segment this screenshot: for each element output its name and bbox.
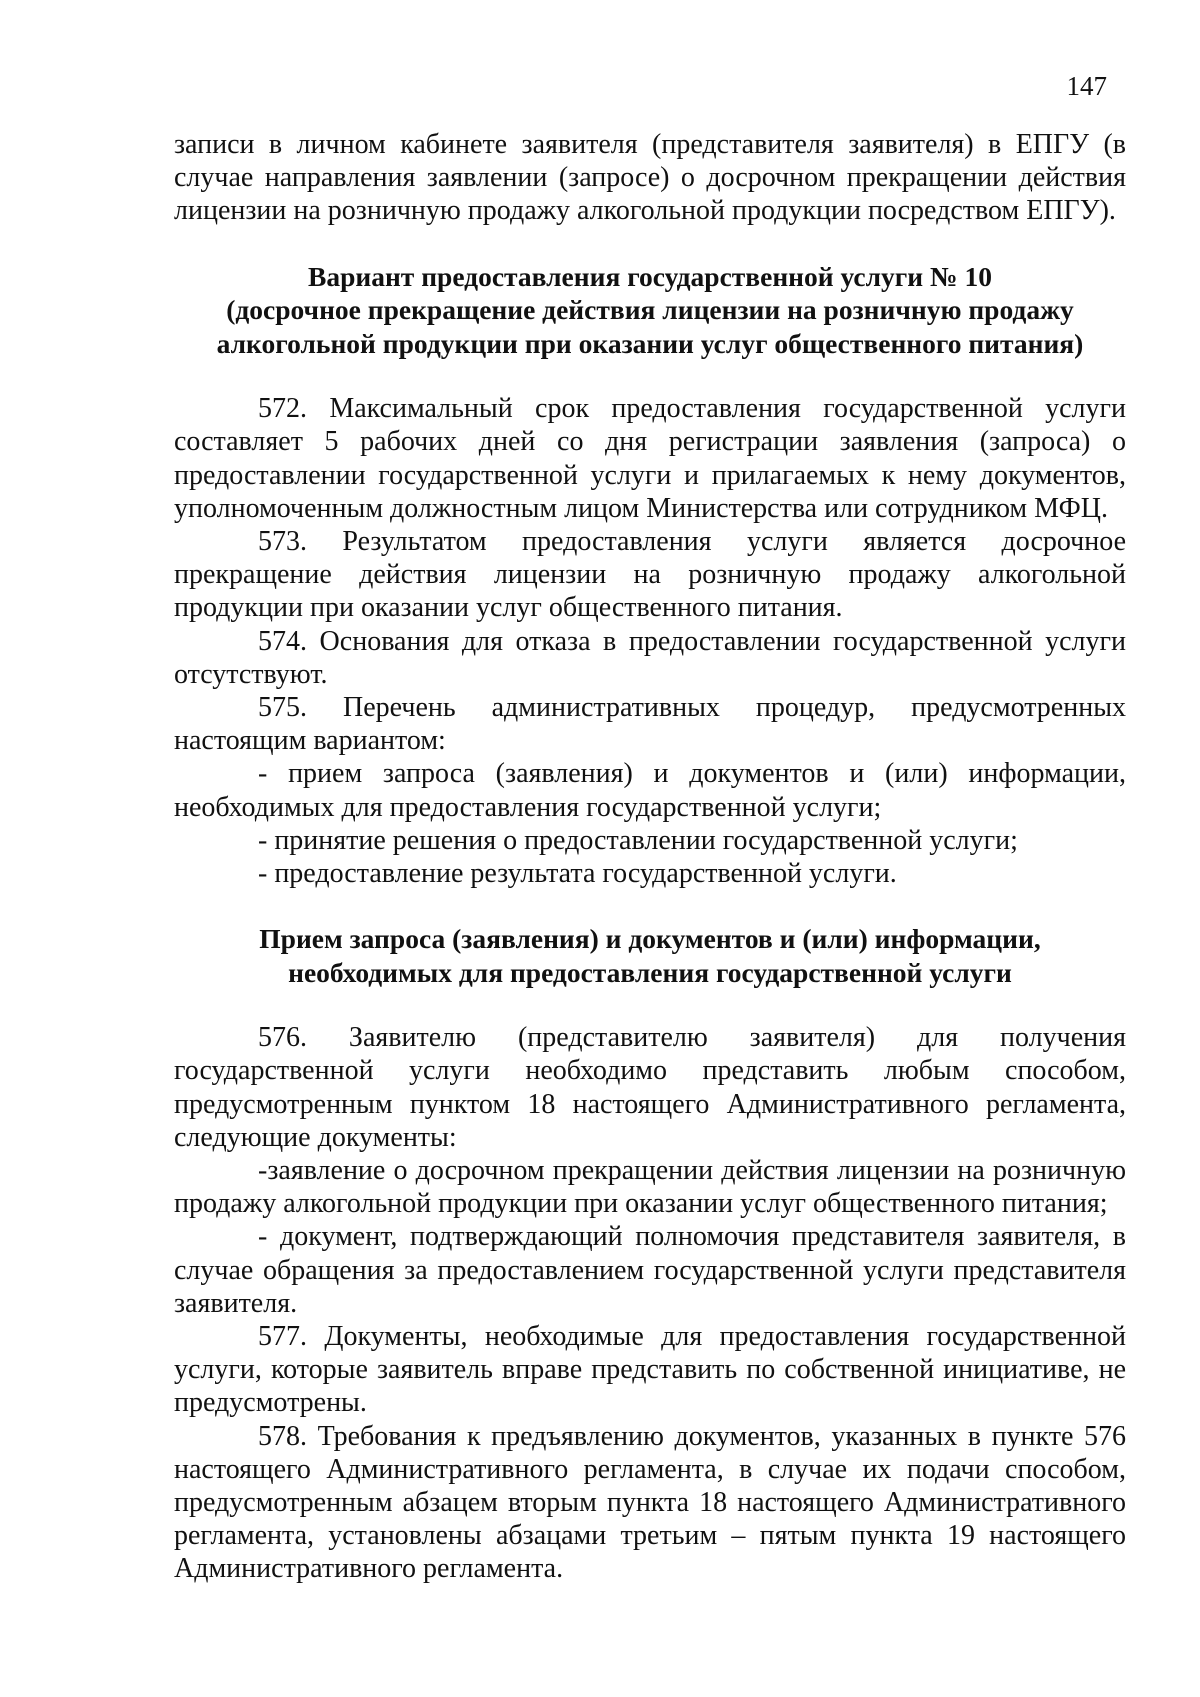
section-heading-request-reception	[174, 922, 1126, 989]
paragraph-575: 575. Перечень административных процедур, предусмотренных настоящим вариантом:	[174, 691, 1126, 757]
section-heading-variant-10	[174, 260, 1126, 361]
list-item: - документ, подтверждающий полномочия представителя заявителя, в случае обращения за предоставлением государственной услуги представителя заявителя.	[174, 1221, 1126, 1319]
paragraph-572: 572. Максимальный срок предоставления государственной услуги составляет 5 рабочих дней со дня регистрации заявления (запроса) о предоставлении государственной услуги и прилагаемых к нему документов, уполномоченным должностным лицом Министерства или сотрудником МФЦ.	[174, 393, 1126, 524]
document-body	[174, 128, 1126, 1586]
paragraph-577: 577. Документы, необходимые для предоставления государственной услуги, которые заявитель вправе представить по собственной инициативе, не предусмотрены.	[174, 1320, 1126, 1419]
section-heading-line: Вариант предоставления государственной услуги № 10	[307, 260, 993, 292]
section-heading-line: Прием запроса (заявления) и документов и (или) информации,	[259, 923, 1041, 955]
page-number: 147	[1066, 71, 1107, 101]
paragraph-573: 573. Результатом предоставления услуги является досрочное прекращение действия лицензии на розничную продажу алкогольной продукции при оказании услуг общественного питания.	[174, 525, 1126, 624]
section-heading-line: алкогольной продукции при оказании услуг общественного питания)	[216, 327, 1084, 359]
paragraph-578: 578. Требования к предъявлению документов, указанных в пункте 576 настоящего Административного регламента, в случае их подачи способом, предусмотренным абзацем вторым пункта 18 настоящего Административного регламента, установлены абзацами третьим – пятым пункта 19 настоящего Административного регламента.	[174, 1420, 1126, 1585]
section-body-variant-10	[174, 392, 1126, 890]
list-item: - предоставление результата государственной услуги.	[258, 857, 897, 889]
list-item: -заявление о досрочном прекращении действия лицензии на розничную продажу алкогольной продукции при оказании услуг общественного питания;	[174, 1154, 1126, 1220]
section-body-request-reception	[174, 1021, 1126, 1585]
section-heading-line: (досрочное прекращение действия лицензии на розничную продажу	[226, 294, 1074, 326]
paragraph-574: 574. Основания для отказа в предоставлении государственной услуги отсутствуют.	[174, 625, 1126, 690]
list-item: - принятие решения о предоставлении государственной услуги;	[258, 824, 1018, 856]
list-item: - прием запроса (заявления) и документов и (или) информации, необходимых для предоставления государственной услуги;	[174, 758, 1126, 823]
paragraph-576: 576. Заявителю (представителю заявителя) для получения государственной услуги необходимо представить любым способом, предусмотренным пунктом 18 настоящего Административного регламента, следующие документы:	[174, 1022, 1126, 1153]
section-heading-line: необходимых для предоставления государственной услуги	[288, 956, 1012, 988]
intro-paragraph: записи в личном кабинете заявителя (представителя заявителя) в ЕПГУ (в случае направления заявлении (запросе) о досрочном прекращении действия лицензии на розничную продажу алкогольной продукции посредством ЕПГУ).	[174, 129, 1126, 227]
